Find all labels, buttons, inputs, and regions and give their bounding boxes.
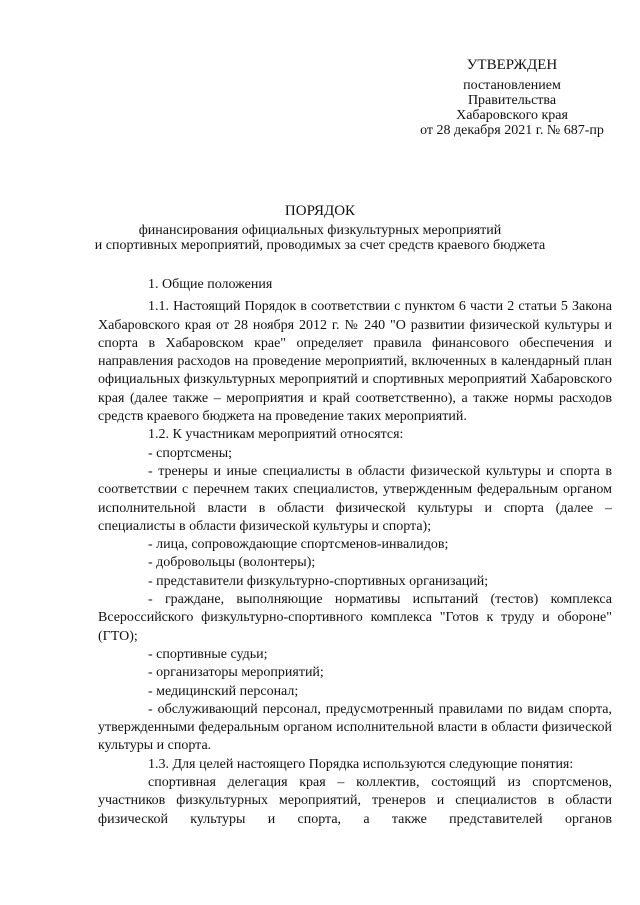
approval-title: УТВЕРЖДЕН	[466, 57, 558, 73]
paragraph-1-3: 1.3. Для целей настоящего Порядка используются следующие понятия:	[148, 756, 574, 772]
section-heading: 1. Общие положения	[148, 277, 273, 292]
list-item: - добровольцы (волонтеры);	[148, 555, 316, 571]
subtitle-line-2: и спортивных мероприятий, проводимых за счет средств краевого бюджета	[94, 238, 546, 253]
subtitle-line-1: финансирования официальных физкультурных мероприятий	[138, 223, 502, 238]
approval-stamp	[400, 57, 624, 138]
list-item: - организаторы мероприятий;	[148, 665, 324, 681]
definition-paragraph: спортивная делегация края – коллектив, состоящий из спортсменов, участников физкультурных мероприятий, тренеров и специалистов в области физической культуры и спорта, а также представителей органов	[98, 775, 612, 827]
list-item: - лица, сопровождающие спортсменов-инвалидов;	[148, 537, 449, 553]
approval-date: от 28 декабря 2021 г. № 687-пр	[420, 123, 604, 138]
list-item: - медицинский персонал;	[148, 683, 299, 699]
list-item: - обслуживающий персонал, предусмотренный правилами по видам спорта, утвержденными федеральным органом исполнительной власти в области физической культуры и спорта.	[98, 701, 612, 754]
approval-line-3: Хабаровского края	[456, 108, 568, 123]
list-item: - представители физкультурно-спортивных организаций;	[148, 573, 489, 589]
document-body	[98, 276, 612, 829]
list-item: - спортивные судьи;	[148, 646, 268, 662]
approval-line-1: постановлением	[463, 78, 561, 93]
list-item: - спортсмены;	[148, 445, 233, 461]
paragraph-1-1: 1.1. Настоящий Порядок в соответствии с пунктом 6 части 2 статьи 5 Закона Хабаровского края от 28 ноября 2012 г. № 240 "О развитии физической культуры и спорта в Хабаровском крае" определяет правила финансового обеспечения и направления расходов на проведение мероприятий, включенных в календарный план официальных физкультурных мероприятий и спортивных мероприятий Хабаровского края (далее также – мероприятия и край соответственно), а также нормы расходов средств краевого бюджета на проведение таких мероприятий.	[98, 299, 612, 425]
document-subtitle	[0, 223, 640, 253]
list-item: - тренеры и иные специалисты в области физической культуры и спорта в соответствии с перечнем таких специалистов, утвержденным федеральным органом исполнительной власти в области физической культуры и спорта (далее – специалисты в области физической культуры и спорта);	[98, 463, 612, 534]
approval-line-2: Правительства	[467, 93, 557, 108]
document-title: ПОРЯДОК	[284, 203, 356, 219]
list-item: - граждане, выполняющие нормативы испытаний (тестов) комплекса Всероссийского физкультурно-спортивного комплекса "Готов к труду и обороне" (ГТО);	[98, 592, 612, 644]
paragraph-1-2: 1.2. К участникам мероприятий относятся:	[148, 427, 404, 443]
